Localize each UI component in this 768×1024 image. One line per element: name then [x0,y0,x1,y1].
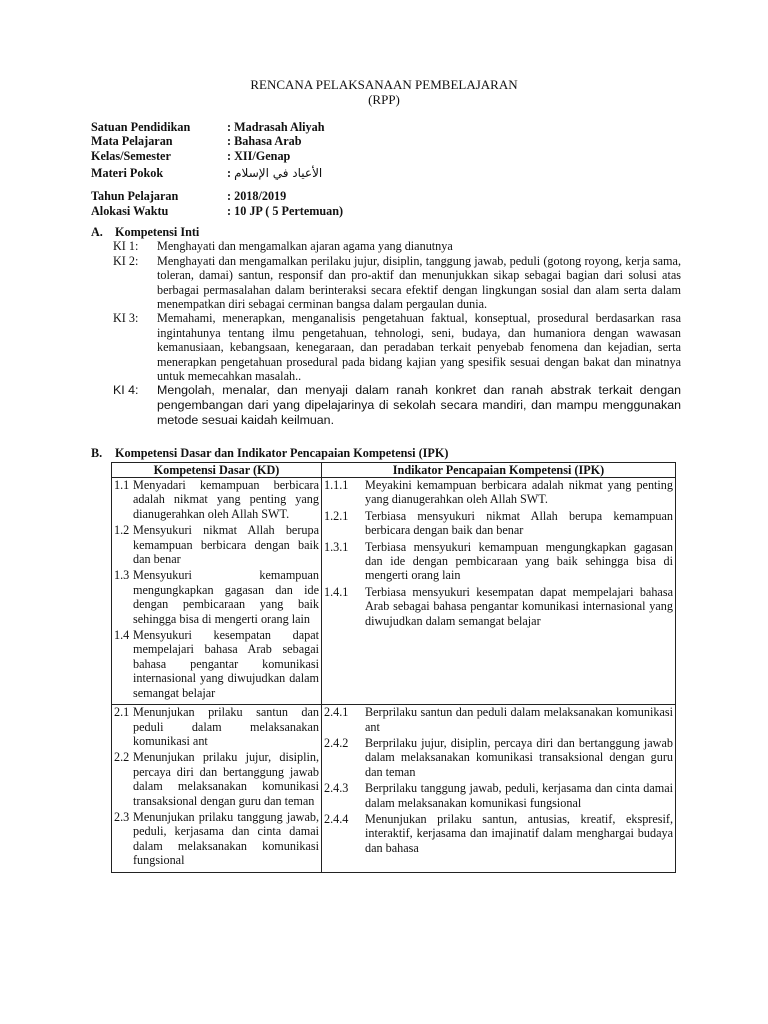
ipk-number: 1.2.1 [324,508,349,523]
kd-cell [112,705,322,872]
ipk-cell [322,705,676,872]
ipk-text: Terbiasa mensyukuri kesempatan dapat mempelajari bahasa Arab sebagai bahasa pengantar komunikasi internasional yang diwujudkan dalam semangat belajar [365,584,673,628]
ipk-item [324,478,673,507]
meta-value: : 10 JP ( 5 Pertemuan) [227,203,344,218]
kd-number: 1.1 [114,478,130,492]
ipk-text: Terbiasa mensyukuri nikmat Allah berupa kemampuan berbicara dengan baik dan benar [365,508,673,538]
section-title: Kompetensi Dasar dan Indikator Pencapaian Kompetensi (IPK) [115,446,449,460]
ki-code: KI 4: [113,383,139,398]
ki-item [91,383,681,428]
column-header-kd: Kompetensi Dasar (KD) [112,463,322,478]
ipk-item [324,781,673,810]
table-header-row [112,463,676,478]
ipk-text: Meyakini kemampuan berbicara adalah nikmat yang penting yang dianugerahkan oleh Allah SWT. [365,478,673,507]
ki-text: Memahami, menerapkan, menganalisis pengetahuan faktual, konseptual, prosedural berdasarkan rasa ingintahunya tentang ilmu pengetahuan, tehnologi, seni, budaya, dan humaniora dengan wawasan kemanusiaan, kebangsaan, kenegaraan, dan peradaban terkait penyebab fenomena dan kejadian, serta menerapkan pengetahuan prosedural pada bidang kajian yang spesifik sesuai dengan bakat dan minatnya untuk memecahkan masalah.. [157,311,681,384]
ipk-item [324,540,673,583]
ipk-number: 1.4.1 [324,584,349,599]
ipk-number: 1.3.1 [324,539,349,554]
section-title: Kompetensi Inti [115,225,200,239]
section-heading [91,225,681,239]
meta-label: Materi Pokok [91,166,164,181]
meta-value-prefix: : [227,166,235,181]
kd-item [114,523,319,566]
kd-item [114,750,319,808]
kd-text: Mensyukuri kesempatan dapat mempelajari bahasa Arab sebagai bahasa pengantar komunikasi internasional yang diwujudkan dalam semangat belajar [133,628,319,700]
ipk-text: Berprilaku jujur, disiplin, percaya diri dan bertanggung jawab dalam melaksanakan komunikasi transaksional dengan guru dan teman [365,735,673,779]
meta-label: Tahun Pelajaran [91,189,179,204]
kd-item [114,810,319,868]
ipk-text: Menunjukan prilaku santun, antusias, kreatif, ekspresif, interaktif, kerjasama dan imajinatif dalam menghargai budaya dan bahasa [365,811,673,855]
kd-text: Menyadari kemampuan berbicara adalah nikmat yang penting yang dianugerahkan oleh Allah SWT. [133,478,319,521]
ipk-number: 1.1.1 [324,478,349,492]
kd-number: 2.3 [114,809,130,824]
ki-text: Menghayati dan mengamalkan perilaku jujur, disiplin, tanggung jawab, peduli (gotong royong, kerja sama, toleran, damai) santun, responsif dan pro-aktif dan menunjukkan sikap sebagai bagian dari solusi atas berbagai permasalahan dalam berinteraksi secara efektif dengan lingkungan sosial dan alam serta dalam menempatkan diri sebagai cerminan bangsa dalam pergaulan dunia. [157,253,681,312]
table-row [112,705,676,872]
kd-number: 2.2 [114,750,130,765]
kd-text: Menunjukan prilaku santun dan peduli dalam melaksanakan komunikasi ant [133,705,319,748]
meta-value: : Bahasa Arab [227,134,302,149]
kd-item [114,568,319,626]
ipk-item [324,736,673,779]
ki-item [91,311,681,383]
kd-item [114,705,319,748]
kd-text: Mensyukuri nikmat Allah berupa kemampuan berbicara dengan baik dan benar [133,523,319,567]
ipk-number: 2.4.3 [324,781,349,796]
kd-number: 1.4 [114,628,130,643]
meta-value: : 2018/2019 [227,189,287,204]
ki-code: KI 2: [113,253,139,268]
ipk-item [324,705,673,734]
kd-number: 2.1 [114,705,130,720]
kd-text: Menunjukan prilaku tanggung jawab, peduli, kerjasama dan cinta damai dalam melaksanakan komunikasi fungsional [133,809,319,868]
meta-value: : XII/Genap [227,148,291,163]
document-subtitle: (RPP) [368,92,400,107]
ipk-item [324,509,673,538]
ki-code: KI 1: [113,239,139,254]
meta-label: Alokasi Waktu [91,203,169,218]
document-title: RENCANA PELAKSANAAN PEMBELAJARAN [250,77,518,92]
kd-cell [112,478,322,705]
section-kompetensi-inti [91,225,681,428]
section-letter: A. [91,225,103,239]
ipk-cell [322,478,676,705]
ipk-text: Berprilaku santun dan peduli dalam melaksanakan komunikasi ant [365,705,673,734]
table-row [112,478,676,705]
meta-value: : Madrasah Aliyah [227,120,325,134]
ki-item [91,254,681,312]
kd-item [114,628,319,700]
meta-label: Mata Pelajaran [91,134,173,149]
kd-text: Mensyukuri kemampuan mengungkapkan gagasan dan ide dengan pembicaraan yang baik sehingga bisa di mengerti orang lain [133,568,319,626]
ipk-text: Berprilaku tanggung jawab, peduli, kerjasama dan cinta damai dalam melaksanakan komunikasi fungsional [365,781,673,810]
section-heading-kd [91,446,448,460]
meta-label: Kelas/Semester [91,148,171,163]
ki-item [91,239,681,253]
ki-text: Mengolah, menalar, dan menyaji dalam ranah konkret dan ranah abstrak terkait dengan pengembangan dari yang dipelajarinya di sekolah secara mandiri, dan mampu menggunakan metode sesuai kaidah keilmuan. [157,383,681,428]
meta-value [227,166,322,180]
kd-text: Menunjukan prilaku jujur, disiplin, percaya diri dan bertanggung jawab dalam melaksanakan komunikasi transaksional dengan guru dan teman [133,750,319,808]
ipk-number: 2.4.1 [324,705,349,720]
meta-label: Satuan Pendidikan [91,120,191,134]
ipk-text: Terbiasa mensyukuri kemampuan mengungkapkan gagasan dan ide dengan pembicaraan yang baik sehingga bisa di mengerti orang lain [365,539,673,583]
ki-code: KI 3: [113,311,139,326]
ki-text: Menghayati dan mengamalkan ajaran agama yang dianutnya [157,239,453,254]
ipk-item [324,585,673,628]
meta-value-arabic: الأعياد في الإسلام [234,166,323,181]
kd-number: 1.3 [114,568,130,583]
ipk-number: 2.4.4 [324,811,349,826]
section-letter: B. [91,446,103,460]
ipk-item [324,812,673,855]
kd-number: 1.2 [114,523,130,538]
column-header-ipk: Indikator Pencapaian Kompetensi (IPK) [322,463,676,478]
kd-ipk-table [111,462,676,873]
kd-item [114,478,319,521]
ipk-number: 2.4.2 [324,735,349,750]
